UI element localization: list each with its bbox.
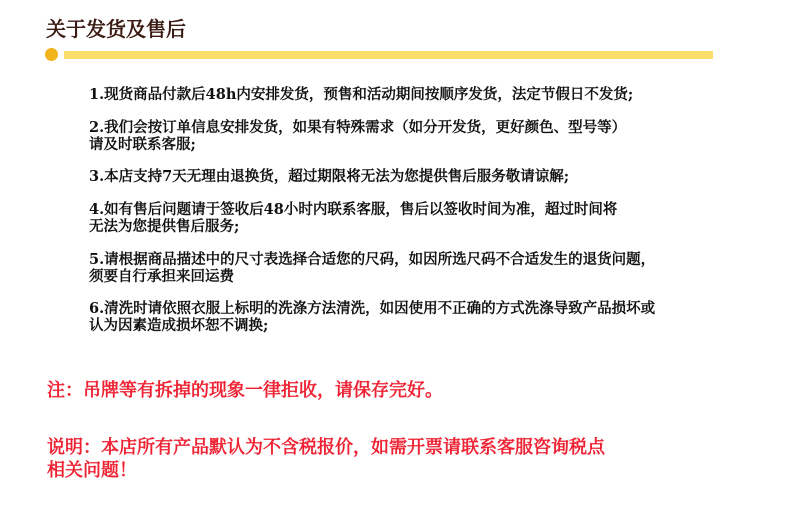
policy-line: 无法为您提供售后服务; bbox=[89, 218, 240, 235]
accent-divider bbox=[64, 51, 713, 59]
policy-line: 1.现货商品付款后48h内安排发货，预售和活动期间按顺序发货，法定节假日不发货; bbox=[89, 86, 634, 103]
policy-item-5 bbox=[89, 251, 655, 285]
policy-line: 3.本店支持7天无理由退换货，超过期限将无法为您提供售后服务敬请谅解; bbox=[89, 168, 570, 185]
explanation-line: 相关问题！ bbox=[47, 460, 137, 481]
policy-line: 6.清洗时请依照衣服上标明的洗涤方法清洗，如因使用不正确的方式洗涤导致产品损坏或 bbox=[89, 300, 656, 317]
policy-item-3 bbox=[89, 168, 569, 185]
policy-line: 认为因素造成损坏恕不调换; bbox=[89, 317, 269, 334]
tax-explanation bbox=[47, 436, 605, 482]
tag-note: 注：吊牌等有拆掉的现象一律拒收，请保存完好。 bbox=[47, 380, 443, 401]
policy-line: 5.请根据商品描述中的尺寸表选择合适您的尺码，如因所选尺码不合适发生的退货问题， bbox=[89, 251, 656, 268]
accent-dot bbox=[45, 48, 58, 61]
policy-line: 须要自行承担来回运费 bbox=[89, 268, 234, 285]
policy-item-1 bbox=[89, 86, 633, 103]
policy-item-4 bbox=[89, 201, 617, 235]
section-title: 关于发货及售后 bbox=[46, 17, 186, 41]
explanation-line: 说明：本店所有产品默认为不含税报价，如需开票请联系客服咨询税点 bbox=[47, 437, 605, 458]
policy-item-6 bbox=[89, 300, 655, 334]
policy-line: 请及时联系客服; bbox=[89, 136, 196, 153]
policy-item-2 bbox=[89, 119, 626, 153]
policy-line: 2.我们会按订单信息安排发货，如果有特殊需求（如分开发货，更好颜色、型号等） bbox=[89, 119, 627, 136]
policy-line: 4.如有售后问题请于签收后48小时内联系客服，售后以签收时间为准，超过时间将 bbox=[89, 201, 618, 218]
